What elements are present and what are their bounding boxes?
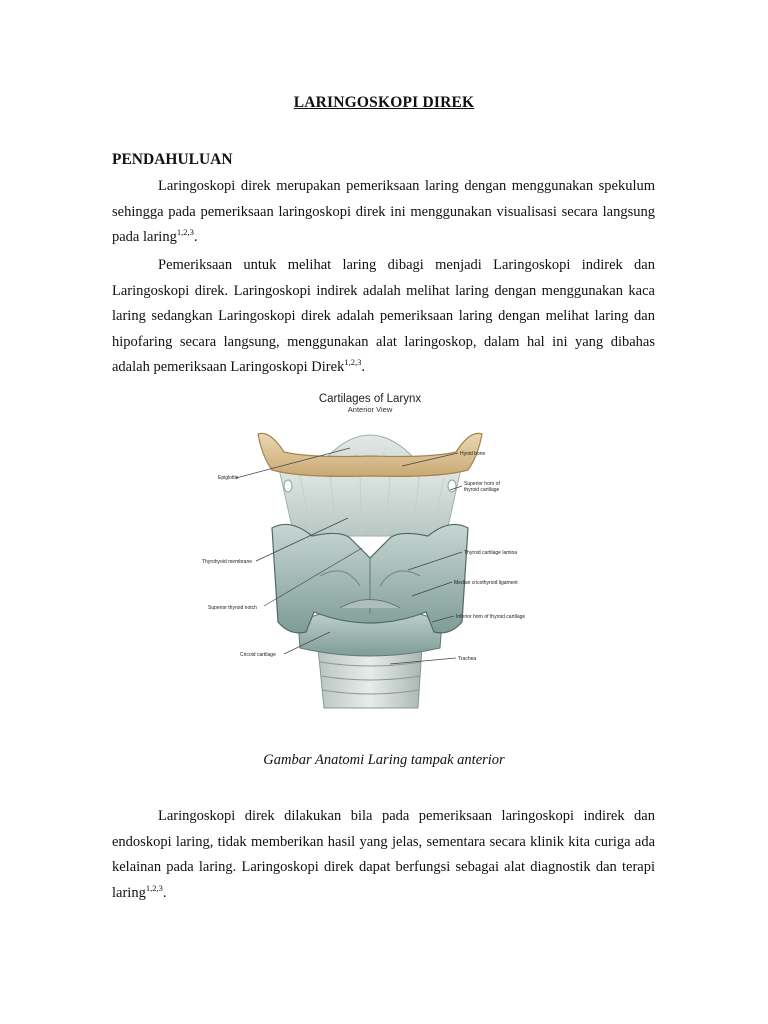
reference-superscript: 1,2,3 [176,227,194,237]
reference-superscript: 1,2,3 [145,882,163,893]
label-superior-thyroid-notch: Superior thyroid notch [208,605,257,611]
label-thyrohyoid-membrane: Thyrohyoid membrane [202,559,253,565]
thyroid-cartilage-shape [272,524,468,632]
figure-subtitle: Anterior View [347,405,393,414]
label-hyoid-bone: Hyoid bone [460,451,486,457]
label-inferior-horn: Inferior horn of thyroid cartilage [456,614,526,620]
label-cricoid-cartilage: Cricoid cartilage [240,652,276,658]
reference-superscript: 1,2,3 [344,357,362,367]
label-superior-horn-line2: thyroid cartilage [464,487,500,493]
figure-caption: Gambar Anatomi Laring tampak anterior [263,752,505,768]
paragraph-indication [112,804,655,906]
label-trachea: Trachea [458,656,477,662]
paragraph-end: . [361,359,365,375]
trachea-shape [318,648,422,708]
larynx-anatomy-figure [200,386,540,716]
label-superior-horn-line1: Superior horn of [464,481,500,487]
label-median-cricothyroid-ligament: Median cricothyroid ligament [454,580,518,586]
document-title: LARINGOSKOPI DIREK [293,94,475,111]
paragraph-end: . [193,229,198,245]
paragraph-text: Pemeriksaan untuk melihat laring dibagi menjadi Laringoskopi indirek dan Laringoskopi direk. Laringoskopi indirek adalah melihat laring dengan menggunakan kaca laring sedangkan Laringoskopi direk adalah pemeriksaan laring dengan melihat laring dan hipofaring secara langsung, menggunakan alat laringoskop, dalam hal ini yang dibahas adalah pemeriksaan Laringoskopi Direk [112,257,655,375]
label-epiglottis: Epiglottis [218,475,239,481]
section-heading: PENDAHULUAN [112,151,233,168]
paragraph-text: Laringoskopi direk merupakan pemeriksaan laring dengan menggunakan spekulum sehingga pada pemeriksaan laringoskopi direk ini menggunakan visualisasi secara langsung pada laring [112,178,655,245]
paragraph-text: Laringoskopi direk dilakukan bila pada pemeriksaan laringoskopi indirek dan endoskopi laring, tidak memberikan hasil yang jelas, sementara secara klinik kita curiga ada kelainan pada laring. Laringoskopi direk dapat berfungsi sebagai alat diagnostik dan terapi laring [112,808,655,901]
paragraph-intro [112,174,655,251]
figure-title: Cartilages of Larynx [318,393,422,405]
paragraph-examination [112,253,655,381]
label-thyroid-lamina: Thyroid cartilage lamina [464,550,518,556]
paragraph-end: . [162,884,167,901]
